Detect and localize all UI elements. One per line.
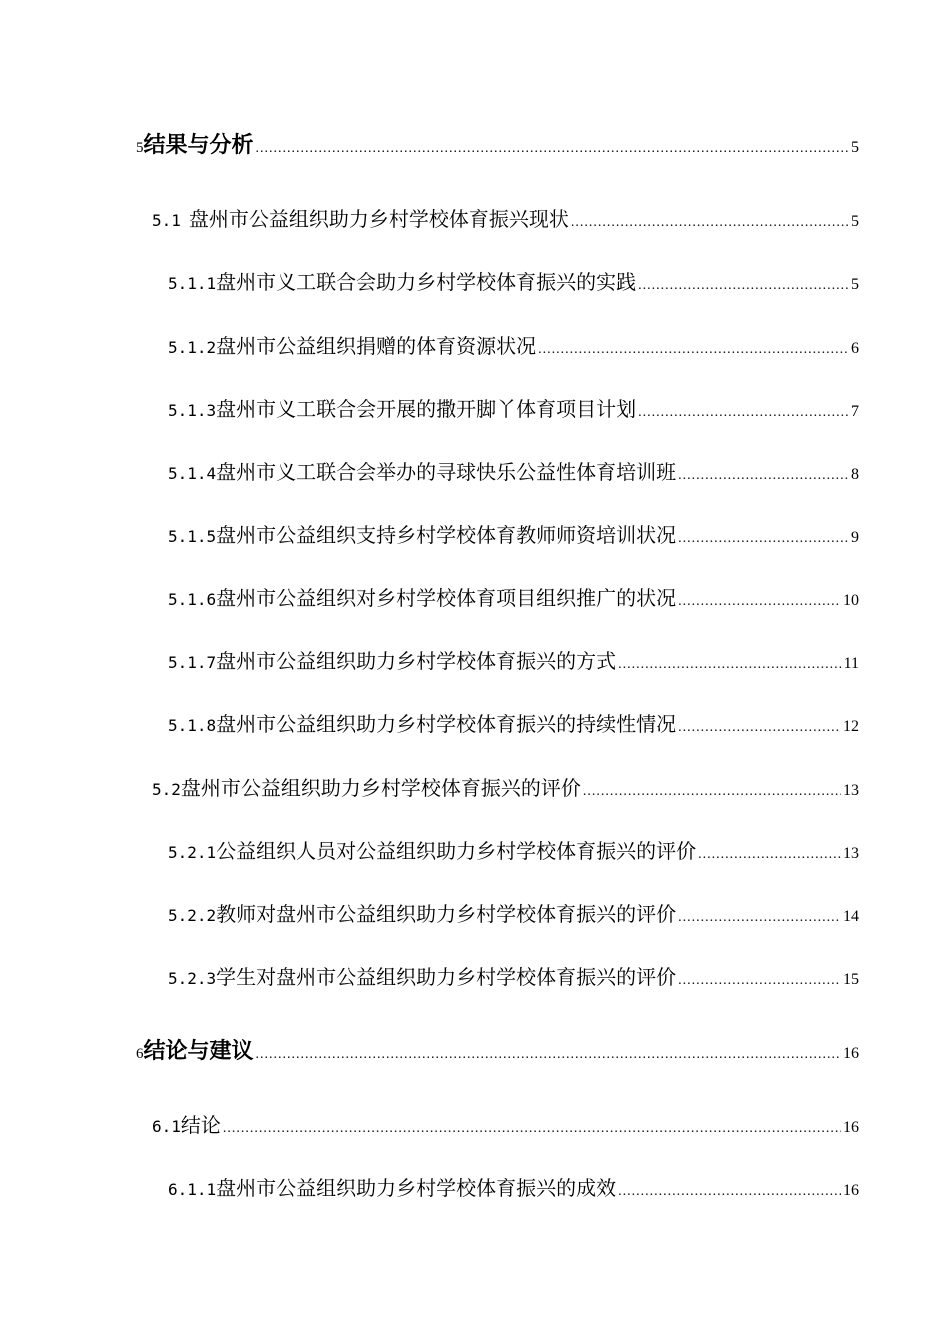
toc-entry-5-2-3[interactable] (168, 961, 859, 990)
toc-entry-6-1[interactable] (152, 1109, 859, 1138)
dot-leader (223, 1121, 841, 1137)
dot-leader (678, 594, 841, 610)
toc-entry-5-1-8[interactable] (168, 708, 859, 737)
toc-number: 6.1 (152, 1117, 181, 1136)
toc-number: 5.1.2 (168, 338, 217, 357)
toc-title: 结论与建议 (143, 1039, 254, 1064)
toc-number: 5.2 (152, 780, 181, 799)
toc-page-number: 13 (843, 782, 859, 799)
toc-page-number: 7 (851, 403, 859, 420)
toc-number: 5.2.1 (168, 843, 217, 862)
toc-number: 5.1.4 (168, 464, 217, 483)
toc-entry-5-1-2[interactable] (168, 330, 859, 359)
toc-title: 结论 (180, 1113, 221, 1137)
dot-leader (638, 278, 849, 294)
dot-leader (698, 847, 841, 863)
toc-entry-5-2[interactable] (152, 772, 859, 801)
toc-title: 结果与分析 (143, 133, 254, 158)
toc-page-number: 14 (843, 908, 859, 925)
toc-page-number: 9 (851, 529, 859, 546)
dot-leader (678, 973, 841, 989)
dot-leader (618, 657, 841, 673)
toc-page-number: 8 (851, 466, 859, 483)
toc-title: 盘州市公益组织对乡村学校体育项目组织推广的状况 (216, 586, 677, 610)
dot-leader (678, 468, 849, 484)
toc-number: 5 (136, 140, 144, 156)
toc-number: 5.1.3 (168, 401, 217, 420)
toc-page-number: 16 (843, 1119, 859, 1136)
toc-entry-5-1-7[interactable] (168, 645, 859, 674)
toc-number: 5.2.2 (168, 906, 217, 925)
toc-title: 盘州市公益组织支持乡村学校体育教师师资培训状况 (216, 523, 677, 547)
toc-title: 盘州市义工联合会举办的寻球快乐公益性体育培训班 (216, 460, 677, 484)
toc-number: 5.1 (152, 211, 181, 230)
toc-entry-5-1-5[interactable] (168, 519, 859, 548)
toc-page-number: 13 (843, 845, 859, 862)
toc-number: 5.1.1 (168, 274, 217, 293)
dot-leader (678, 910, 841, 926)
toc-entry-5-2-1[interactable] (168, 835, 859, 864)
toc-title: 盘州市公益组织助力乡村学校体育振兴的评价 (180, 776, 581, 800)
toc-title: 学生对盘州市公益组织助力乡村学校体育振兴的评价 (216, 965, 677, 989)
toc-title: 盘州市公益组织助力乡村学校体育振兴的方式 (216, 649, 617, 673)
toc-page-number: 6 (851, 340, 859, 357)
dot-leader (256, 141, 849, 157)
toc-page-number: 10 (843, 592, 859, 609)
toc-entry-5-1-6[interactable] (168, 582, 859, 611)
toc-title: 盘州市公益组织捐赠的体育资源状况 (216, 334, 537, 358)
toc-number: 6 (136, 1046, 144, 1062)
toc-page-number: 12 (843, 718, 859, 735)
toc-page-number: 11 (843, 655, 859, 672)
toc-number: 5.1.5 (168, 527, 217, 546)
toc-number: 6.1.1 (168, 1180, 217, 1199)
toc-number: 5.1.8 (168, 716, 217, 735)
toc-title: 盘州市义工联合会助力乡村学校体育振兴的实践 (216, 270, 637, 294)
toc-page-number: 15 (843, 971, 859, 988)
dot-leader (618, 1184, 841, 1200)
toc-entry-6-1-1[interactable] (168, 1172, 859, 1201)
dot-leader (678, 720, 841, 736)
toc-page-number: 5 (851, 213, 859, 230)
toc-entry-5[interactable] (136, 128, 859, 159)
toc-entry-5-1[interactable] (152, 203, 859, 232)
toc-page-number: 5 (851, 139, 859, 156)
toc-title: 公益组织人员对公益组织助力乡村学校体育振兴的评价 (216, 839, 697, 863)
toc-entry-5-1-4[interactable] (168, 456, 859, 485)
toc-number: 5.1.7 (168, 653, 217, 672)
toc-title: 盘州市公益组织助力乡村学校体育振兴现状 (188, 207, 569, 231)
toc-number: 5.2.3 (168, 969, 217, 988)
toc-title: 盘州市公益组织助力乡村学校体育振兴的成效 (216, 1176, 617, 1200)
dot-leader (678, 531, 849, 547)
dot-leader (583, 784, 841, 800)
toc-entry-5-1-1[interactable] (168, 266, 859, 295)
toc-entry-5-2-2[interactable] (168, 898, 859, 927)
dot-leader (538, 342, 849, 358)
toc-page-number: 16 (843, 1045, 859, 1062)
toc-title: 教师对盘州市公益组织助力乡村学校体育振兴的评价 (216, 902, 677, 926)
toc-page-number: 5 (851, 276, 859, 293)
dot-leader (571, 215, 849, 231)
dot-leader (256, 1047, 841, 1063)
toc-entry-5-1-3[interactable] (168, 393, 859, 422)
toc-title: 盘州市公益组织助力乡村学校体育振兴的持续性情况 (216, 712, 677, 736)
toc-page-number: 16 (843, 1182, 859, 1199)
dot-leader (638, 405, 849, 421)
toc-title: 盘州市义工联合会开展的撒开脚丫体育项目计划 (216, 397, 637, 421)
toc-number: 5.1.6 (168, 590, 217, 609)
toc-entry-6[interactable] (136, 1034, 859, 1065)
